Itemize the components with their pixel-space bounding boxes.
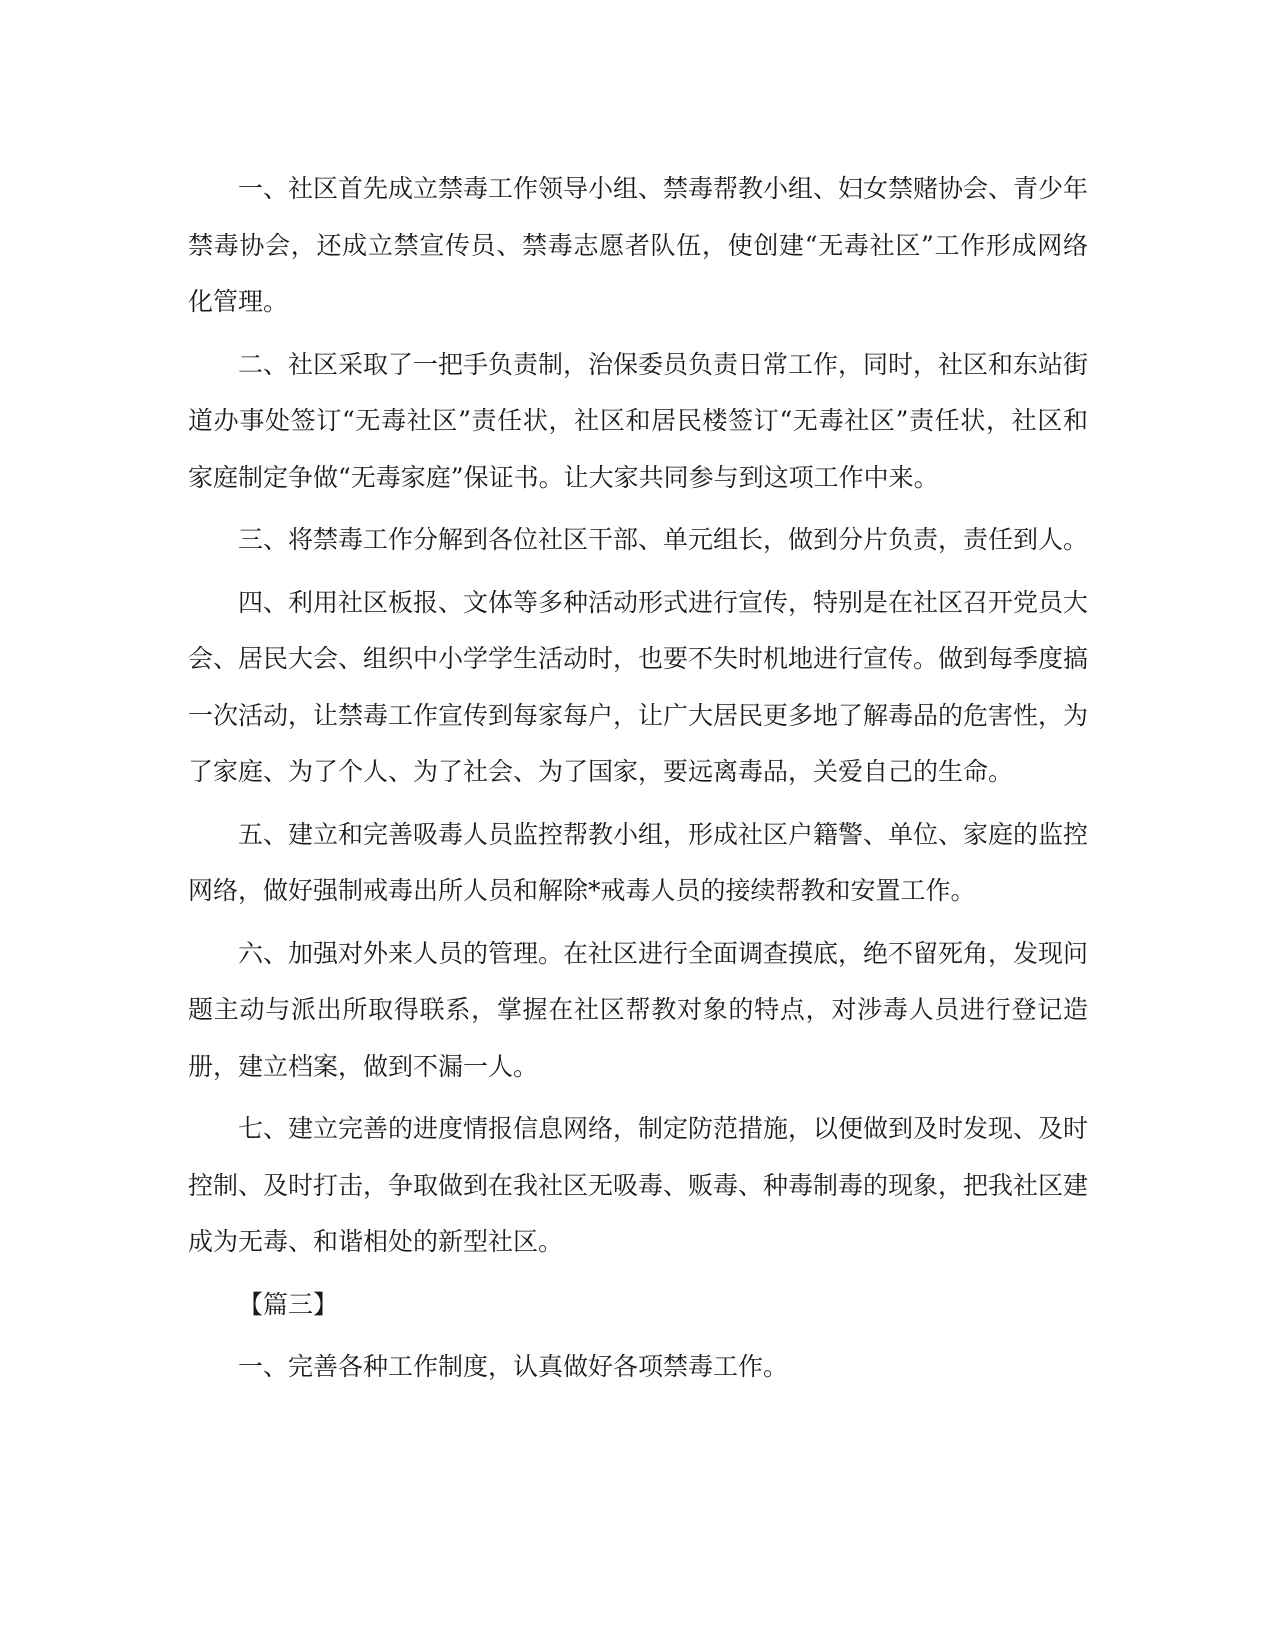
- paragraph-1: 一、社区首先成立禁毒工作领导小组、禁毒帮教小组、妇女禁赌协会、青少年禁毒协会，还成立禁宣传员、禁毒志愿者队伍，使创建“无毒社区”工作形成网络化管理。: [188, 174, 1089, 316]
- section-first-item: 一、完善各种工作制度，认真做好各项禁毒工作。: [238, 1352, 789, 1381]
- paragraph-7: 七、建立完善的进度情报信息网络，制定防范措施，以便做到及时发现、及时控制、及时打击，争取做到在我社区无吸毒、贩毒、种毒制毒的现象，把我社区建成为无毒、和谐相处的新型社区。: [188, 1114, 1089, 1256]
- paragraph-4: 四、利用社区板报、文体等多种活动形式进行宣传，特别是在社区召开党员大会、居民大会、组织中小学学生活动时，也要不失时机地进行宣传。做到每季度搞一次活动，让禁毒工作宣传到每家每户，让广大居民更多地了解毒品的危害性，为了家庭、为了个人、为了社会、为了国家，要远离毒品，关爱自己的生命。: [188, 587, 1089, 786]
- paragraph-5: 五、建立和完善吸毒人员监控帮教小组，形成社区户籍警、单位、家庭的监控网络，做好强制戒毒出所人员和解除*戒毒人员的接续帮教和安置工作。: [188, 819, 1089, 905]
- document-body: [188, 161, 1088, 1402]
- section-heading: 【篇三】: [238, 1289, 339, 1319]
- paragraph-3: 三、将禁毒工作分解到各位社区干部、单元组长，做到分片负责，责任到人。: [238, 525, 1089, 554]
- paragraph-2: 二、社区采取了一把手负责制，治保委员负责日常工作，同时，社区和东站街道办事处签订“无毒社区”责任状，社区和居民楼签订“无毒社区”责任状，社区和家庭制定争做“无毒家庭”保证书。让大家共同参与到这项工作中来。: [188, 349, 1089, 492]
- paragraph-6: 六、加强对外来人员的管理。在社区进行全面调查摸底，绝不留死角，发现问题主动与派出所取得联系，掌握在社区帮教对象的特点，对涉毒人员进行登记造册，建立档案，做到不漏一人。: [188, 938, 1089, 1081]
